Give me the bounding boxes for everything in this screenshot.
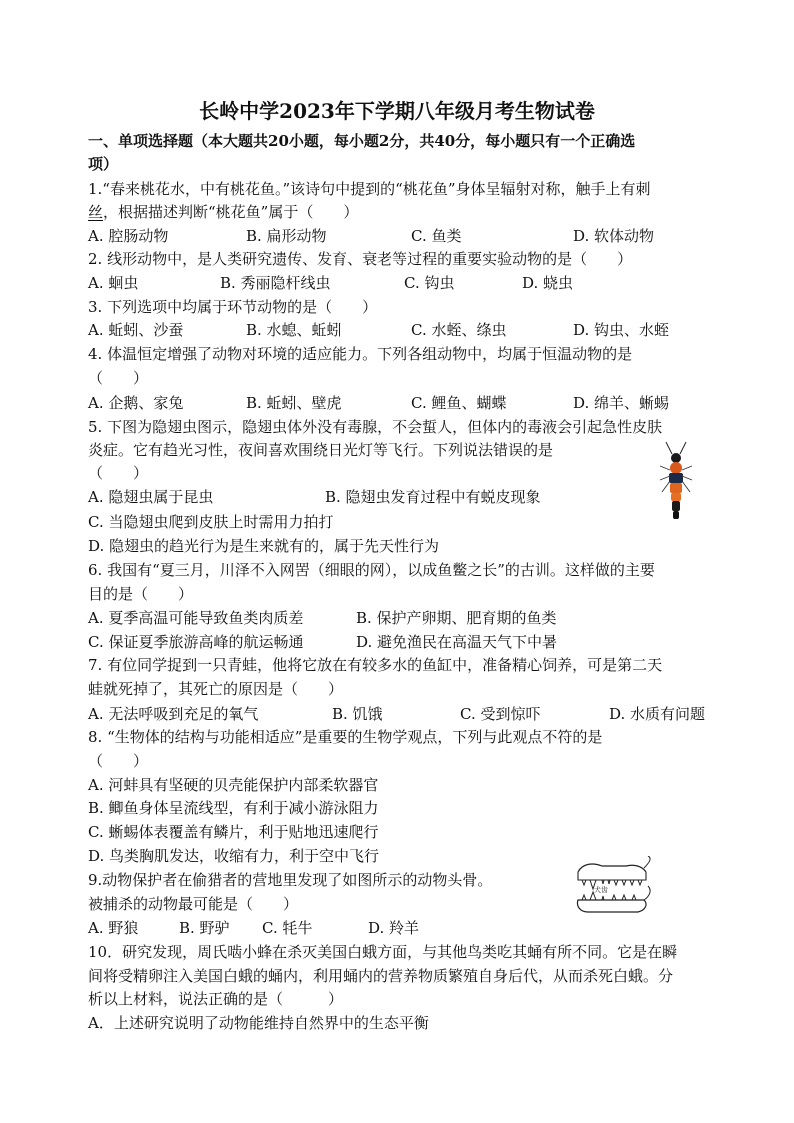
question-7-stem-cont: 蛙就死掉了，其死亡的原因是（ ）	[88, 680, 344, 698]
question-1-stem: 1.“春来桃花水，中有桃花鱼。”该诗句中提到的“桃花鱼”身体呈辐射对称，触手上有刺	[88, 180, 651, 198]
question-1-stem-rest: ，根据描述判断“桃花鱼”属于（ ）	[103, 203, 359, 221]
option-10a: A．上述研究说明了动物能维持自然界中的生态平衡	[88, 1014, 429, 1032]
option-6c: C. 保证夏季旅游高峰的航运畅通	[88, 633, 304, 651]
option-2c: C. 钩虫	[404, 274, 455, 292]
option-7c: C. 受到惊吓	[460, 705, 541, 723]
option-4b: B. 蚯蚓、壁虎	[246, 394, 342, 412]
section-heading-cont: 项）	[88, 155, 119, 173]
question-1-stem-cont	[88, 202, 358, 222]
option-4d: D. 绵羊、蜥蜴	[573, 394, 670, 412]
option-3b: B. 水螅、蚯蚓	[246, 321, 342, 339]
option-2b: B. 秀丽隐杆线虫	[220, 274, 331, 292]
option-7b: B. 饥饿	[332, 705, 383, 723]
option-4a: A. 企鹅、家兔	[88, 394, 184, 412]
option-8d: D. 鸟类胸肌发达，收缩有力，利于空中飞行	[88, 847, 380, 865]
option-1c: C. 鱼类	[411, 227, 462, 245]
question-6-stem: 6. 我国有“夏三月，川泽不入网罟（细眼的网），以成鱼鳖之长”的古训。这样做的主要	[88, 561, 655, 579]
question-1-stem-underlined: 丝	[88, 203, 104, 221]
question-5-stem-cont: 炎症。它有趋光习性，夜间喜欢围绕日光灯等飞行。下列说法错误的是	[88, 441, 554, 459]
question-9-stem: 9.动物保护者在偷猎者的营地里发现了如图所示的动物头骨。	[88, 871, 493, 889]
question-6-stem-cont: 目的是（ ）	[88, 585, 194, 603]
question-10-stem-cont2: 析以上材料，说法正确的是（ ）	[88, 990, 344, 1008]
option-8b: B. 鲫鱼身体呈流线型，有利于减小游泳阻力	[88, 799, 379, 817]
question-5-stem: 5. 下图为隐翅虫图示，隐翅虫体外没有毒腺，不会蜇人，但体内的毒液会引起急性皮肤	[88, 418, 663, 436]
option-1b: B. 扁形动物	[246, 227, 327, 245]
question-3-stem: 3. 下列选项中均属于环节动物的是（ ）	[88, 298, 378, 316]
option-4c: C. 鲤鱼、蝴蝶	[411, 394, 507, 412]
question-10-stem: 10．研究发现，周氏啮小蜂在杀灭美国白蛾方面，与其他鸟类吃其蛹有所不同。它是在瞬	[88, 943, 678, 961]
option-3d: D. 钩虫、水蛭	[573, 321, 670, 339]
option-9a: A. 野狼	[88, 919, 139, 937]
option-7d: D. 水质有问题	[609, 705, 706, 723]
question-2-stem: 2. 线形动物中，是人类研究遗传、发育、衰老等过程的重要实验动物的是（ ）	[88, 250, 633, 268]
option-8a: A. 河蚌具有坚硬的贝壳能保护内部柔软器官	[88, 776, 379, 794]
option-2d: D. 蛲虫	[522, 274, 574, 292]
question-10-stem-cont: 间将受精卵注入美国白蛾的蛹内，利用蛹内的营养物质繁殖自身后代，从而杀死白蛾。分	[88, 967, 674, 985]
option-5a: A. 隐翅虫属于昆虫	[88, 488, 214, 506]
option-3c: C. 水蛭、绦虫	[411, 321, 507, 339]
question-8-stem: 8. “生物体的结构与功能相适应”是重要的生物学观点，下列与此观点不符的是	[88, 728, 603, 746]
option-1d: D. 软体动物	[573, 227, 655, 245]
animal-skull-icon	[572, 856, 654, 918]
section-heading: 一、单项选择题（本大题共20小题，每小题2分，共40分，每小题只有一个正确选	[88, 132, 636, 150]
question-7-stem: 7. 有位同学捉到一只青蛙，他将它放在有较多水的鱼缸中，准备精心饲养，可是第二天	[88, 656, 663, 674]
question-4-stem: 4. 体温恒定增强了动物对环境的适应能力。下列各组动物中，均属于恒温动物的是	[88, 345, 633, 363]
option-5d: D. 隐翅虫的趋光行为是生来就有的，属于先天性行为	[88, 537, 440, 555]
skull-label: 犬齿	[594, 886, 608, 894]
option-6d: D. 避免渔民在高温天气下中暑	[356, 633, 558, 651]
question-5-stem-cont2: （ ）	[88, 464, 149, 482]
option-2a: A. 蛔虫	[88, 274, 139, 292]
option-9d: D. 羚羊	[368, 919, 420, 937]
rove-beetle-icon	[654, 440, 698, 532]
option-7a: A. 无法呼吸到充足的氧气	[88, 705, 259, 723]
option-5c: C. 当隐翅虫爬到皮肤上时需用力拍打	[88, 513, 334, 531]
option-6a: A. 夏季高温可能导致鱼类肉质差	[88, 609, 304, 627]
option-6b: B. 保护产卵期、肥育期的鱼类	[356, 609, 557, 627]
question-9-stem-cont: 被捕杀的动物最可能是（ ）	[88, 895, 299, 913]
option-1a: A. 腔肠动物	[88, 227, 169, 245]
option-5b: B. 隐翅虫发育过程中有蜕皮现象	[325, 488, 541, 506]
question-8-stem-cont: （ ）	[88, 752, 149, 770]
option-3a: A. 蚯蚓、沙蚕	[88, 321, 184, 339]
option-8c: C. 蜥蜴体表覆盖有鳞片，利于贴地迅速爬行	[88, 823, 379, 841]
option-9c: C. 牦牛	[262, 919, 313, 937]
page-title: 长岭中学2023年下学期八年级月考生物试卷	[199, 99, 595, 123]
option-9b: B. 野驴	[179, 919, 230, 937]
question-4-stem-cont: （ ）	[88, 369, 149, 387]
